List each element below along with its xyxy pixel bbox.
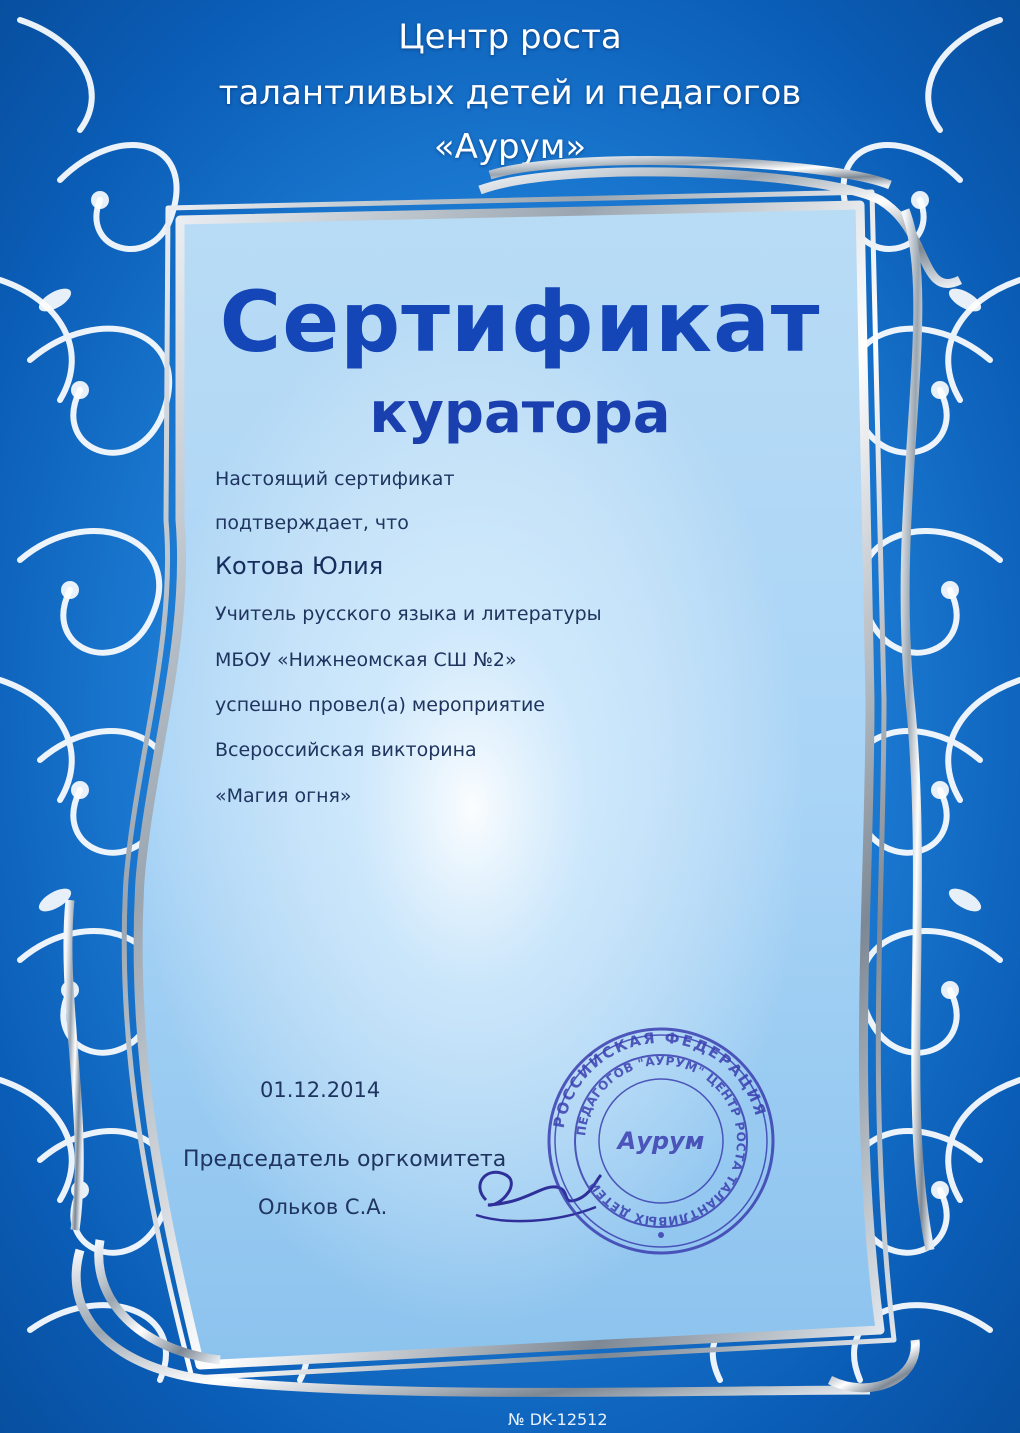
stamp-inner-text: ПЕДАГОГОВ "АУРУМ" ЦЕНТР РОСТА ТАЛАНТЛИВЫХ ДЕТЕЙ xyxy=(574,1053,749,1229)
intro-line-1: Настоящий сертификат xyxy=(215,468,455,490)
event-type: Всероссийская викторина xyxy=(215,739,477,761)
signer-name: Ольков С.А. xyxy=(258,1195,388,1219)
achievement-line: успешно провел(а) мероприятие xyxy=(215,694,545,716)
recipient-name: Котова Юлия xyxy=(215,552,384,580)
organization-name-line-1: Центр роста xyxy=(398,17,622,57)
event-name: «Магия огня» xyxy=(215,785,352,807)
chairman-title: Председатель оргкомитета xyxy=(183,1147,507,1172)
organization-name-line-2: талантливых детей и педагогов xyxy=(218,73,802,113)
stamp-center-text: Аурум xyxy=(617,1127,705,1155)
certificate-number: № DK-12512 xyxy=(508,1410,608,1429)
official-stamp xyxy=(545,1025,777,1257)
certificate-subtitle: куратора xyxy=(369,381,671,446)
recipient-school: МБОУ «Нижнеомская СШ №2» xyxy=(215,649,517,671)
stamp-outer-text: РОССИЙСКАЯ ФЕДЕРАЦИЯ xyxy=(549,1028,770,1130)
recipient-position: Учитель русского языка и литературы xyxy=(215,603,602,625)
issue-date: 01.12.2014 xyxy=(260,1078,381,1102)
intro-line-2: подтверждает, что xyxy=(215,512,409,534)
organization-name-line-3: «Аурум» xyxy=(433,127,587,167)
certificate-title: Сертификат xyxy=(219,273,821,371)
